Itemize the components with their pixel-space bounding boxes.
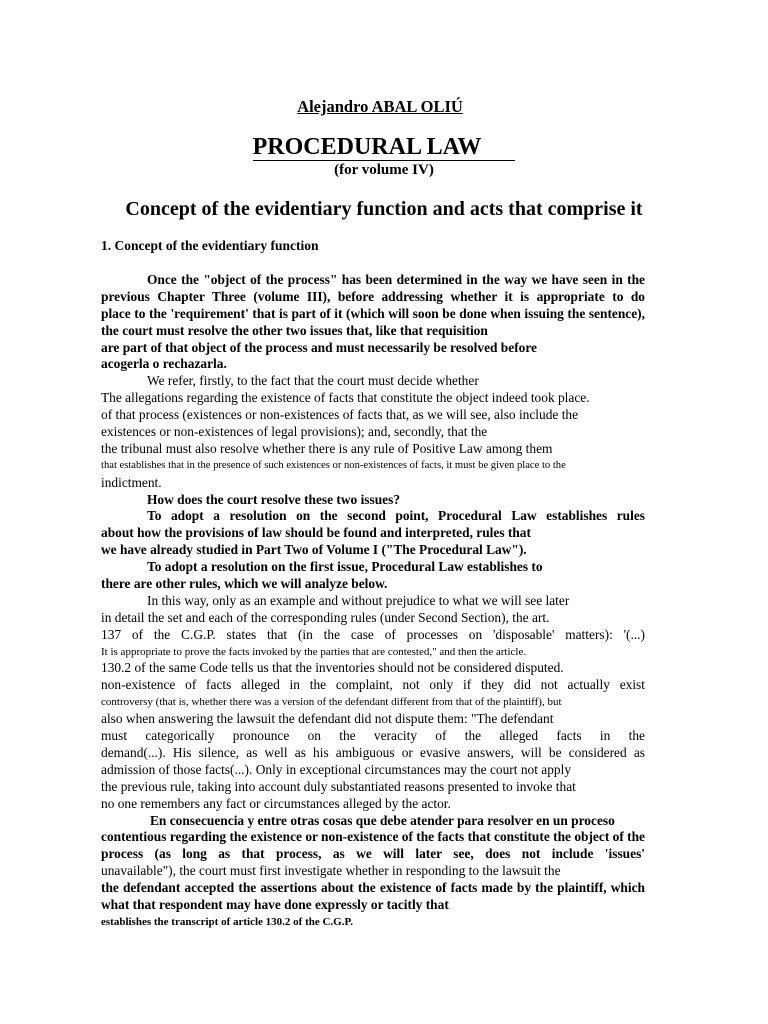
chapter-heading: Concept of the evidentiary function and acts that comprise it xyxy=(125,198,643,220)
text-line: place to the 'requirement' that is part of it (which will soon be done when issuing the sentence), xyxy=(101,305,645,321)
document-title: PROCEDURAL LAW xyxy=(0,134,768,161)
text-line: about how the provisions of law should be found and interpreted, rules that xyxy=(101,525,531,541)
text-line: admission of those facts(...). Only in exceptional circumstances may the court not apply xyxy=(101,761,572,777)
text-line: The allegations regarding the existence of facts that constitute the object indeed took place. xyxy=(101,390,590,406)
text-line: En consecuencia y entre otras cosas que debe atender para resolver en un proceso xyxy=(150,812,615,828)
section-heading: 1. Concept of the evidentiary function xyxy=(101,238,319,253)
text-line: 130.2 of the same Code tells us that the inventories should not be considered disputed. xyxy=(101,660,564,676)
text-line: of that process (existences or non-existences of facts that, as we will see, also include the xyxy=(101,407,579,423)
text-line: indictment. xyxy=(101,474,162,490)
text-line: the previous rule, taking into account duly substantiated reasons presented to invoke that xyxy=(101,778,576,794)
text-line: unavailable"), the court must first investigate whether in responding to the lawsuit the xyxy=(101,863,561,879)
text-line: there are other rules, which we will analyze below. xyxy=(101,576,388,592)
text-line: non-existence of facts alleged in the complaint, not only if they did not actually exist xyxy=(101,677,645,693)
body-text xyxy=(101,272,645,931)
text-line: existences or non-existences of legal provisions); and, secondly, that the xyxy=(101,424,488,440)
text-line: demand(...). His silence, as well as his ambiguous or evasive answers, will be considered as xyxy=(101,744,645,760)
text-line: acogerla o rechazarla. xyxy=(101,356,227,372)
text-line: process (as long as that process, as we will later see, does not include 'issues' xyxy=(101,846,645,862)
text-line: previous Chapter Three (volume III), before addressing whether it is appropriate to do xyxy=(101,288,645,304)
text-line: no one remembers any fact or circumstances alleged by the actor. xyxy=(101,795,451,811)
text-line: To adopt a resolution on the second point, Procedural Law establishes rules xyxy=(147,508,645,524)
text-line: 137 of the C.G.P. states that (in the case of processes on 'disposable' matters): '(...) xyxy=(101,626,645,642)
text-line: How does the court resolve these two issues? xyxy=(147,491,401,507)
text-line: controversy (that is, whether there was a version of the defendant different from that of the plaintiff), but xyxy=(101,696,562,709)
text-line: the tribunal must also resolve whether there is any rule of Positive Law among them xyxy=(101,440,553,456)
text-line: that establishes that in the presence of such existences or non-existences of facts, it must be given place to the xyxy=(101,459,566,471)
text-line: establishes the transcript of article 130.2 of the C.G.P. xyxy=(101,915,353,928)
text-line: are part of that object of the process and must necessarily be resolved before xyxy=(101,339,537,355)
text-line: also when answering the lawsuit the defendant did not dispute them: "The defendant xyxy=(101,711,554,727)
author-name: Alejandro ABAL OLIÚ xyxy=(297,97,463,116)
text-line: contentious regarding the existence or non-existence of the facts that constitute the object of the xyxy=(101,829,645,845)
text-line: It is appropriate to prove the facts invoked by the parties that are contested," and then the article. xyxy=(101,645,527,658)
text-line: in detail the set and each of the corresponding rules (under Second Section), the art. xyxy=(101,609,550,625)
text-line: must categorically pronounce on the veracity of the alleged facts in the xyxy=(101,728,645,744)
text-line: Once the "object of the process" has been determined in the way we have seen in the xyxy=(147,272,645,287)
text-line: We refer, firstly, to the fact that the court must decide whether xyxy=(147,373,479,389)
text-line: the defendant accepted the assertions about the existence of facts made by the plaintiff, which xyxy=(101,880,645,896)
text-line: we have already studied in Part Two of Volume I ("The Procedural Law"). xyxy=(101,542,527,558)
text-line: the court must resolve the other two issues that, like that requisition xyxy=(101,322,488,338)
text-line: what that respondent may have done expressly or tacitly that xyxy=(101,896,449,912)
document-subtitle: (for volume IV) xyxy=(334,162,434,178)
text-line: In this way, only as an example and without prejudice to what we will see later xyxy=(147,592,570,608)
text-line: To adopt a resolution on the first issue, Procedural Law establishes to xyxy=(147,559,543,575)
